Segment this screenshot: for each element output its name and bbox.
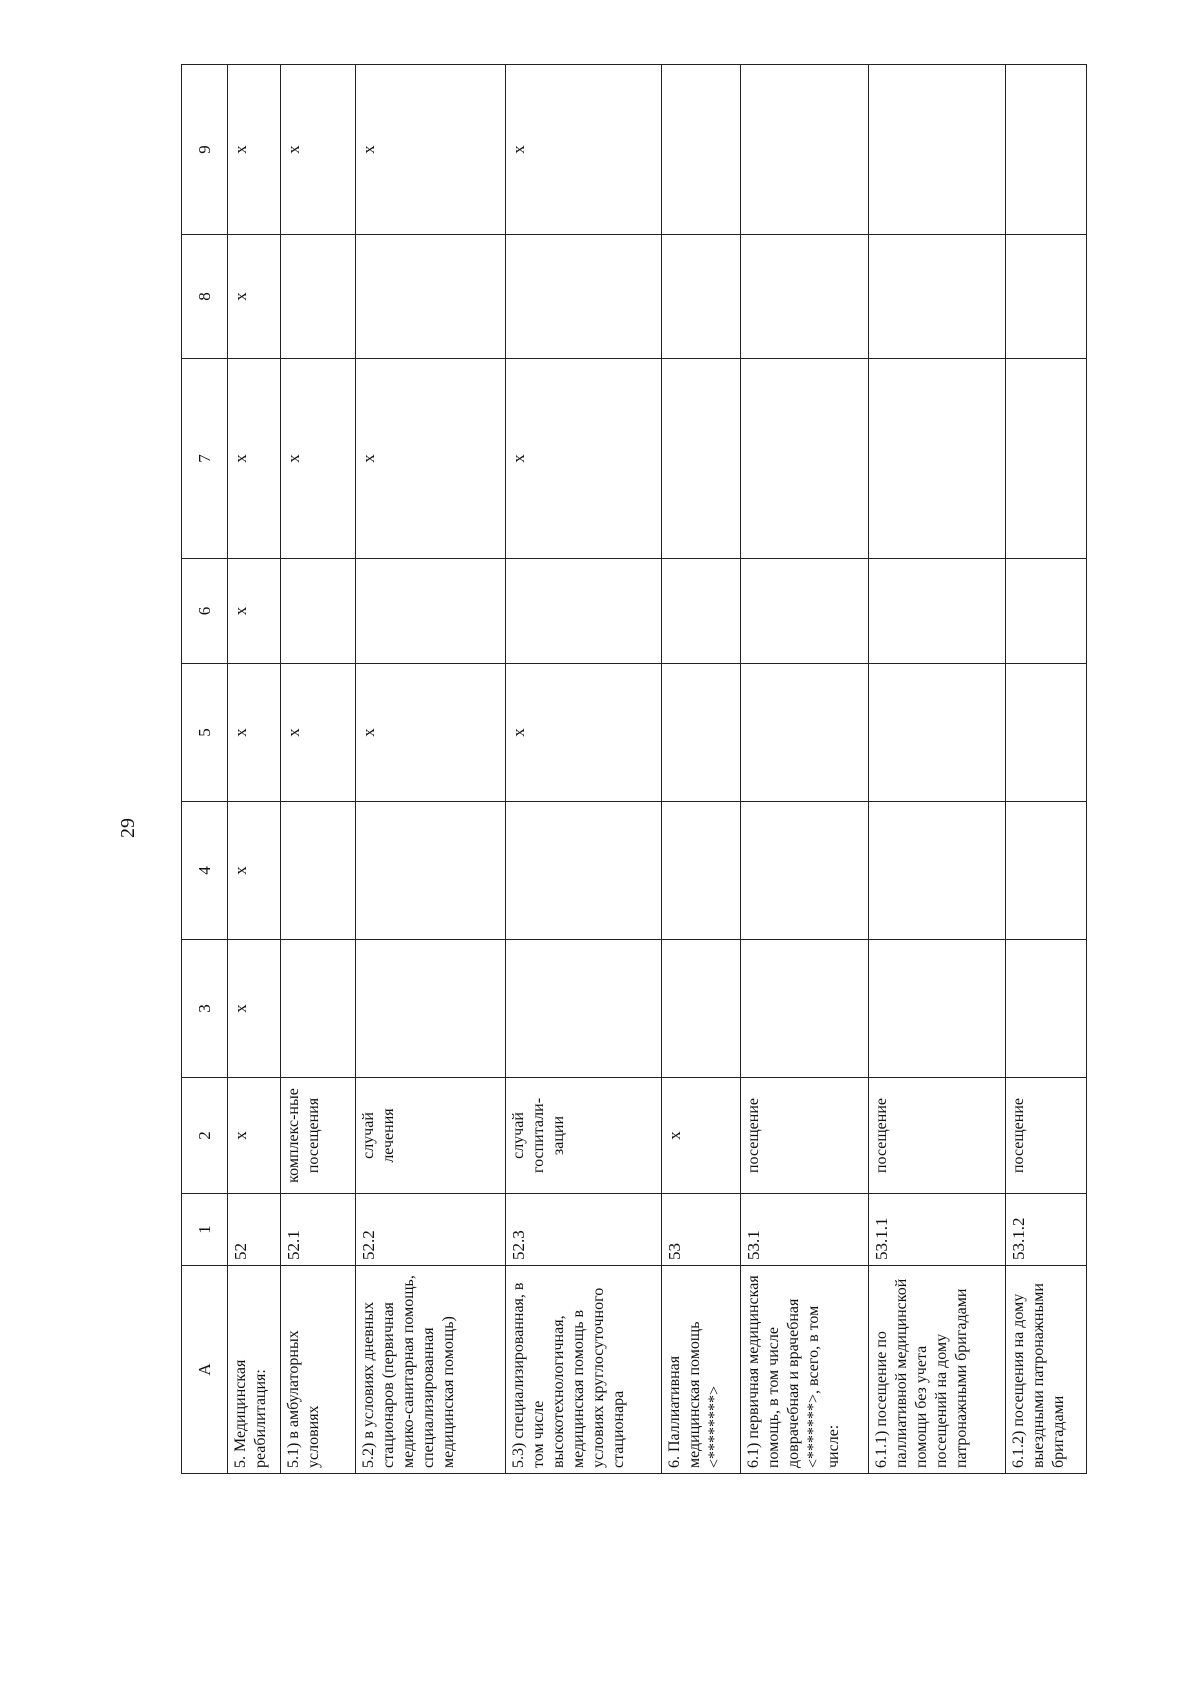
value-cell — [661, 235, 740, 359]
header-row — [182, 65, 228, 1474]
value-cell — [661, 664, 740, 802]
value-cell — [661, 65, 740, 235]
header-cell: 1 — [182, 1194, 228, 1266]
value-cell — [1005, 802, 1086, 940]
unit-cell: посещение — [740, 1078, 868, 1194]
value-cell — [505, 802, 661, 940]
value-cell — [505, 559, 661, 664]
row-label: 5.2) в условиях дневных стационаров (первичная медико-санитарная помощь, специализированная медицинская помощь) — [356, 1266, 506, 1474]
value-cell: x — [505, 65, 661, 235]
table-row — [281, 65, 356, 1474]
page-number: 29 — [117, 818, 139, 838]
row-code: 53.1 — [740, 1194, 868, 1266]
value-cell — [661, 940, 740, 1078]
value-cell: x — [505, 664, 661, 802]
value-cell: x — [505, 359, 661, 559]
value-cell: x — [356, 65, 506, 235]
value-cell — [356, 559, 506, 664]
value-cell — [356, 802, 506, 940]
unit-cell: посещение — [868, 1078, 1005, 1194]
value-cell — [868, 802, 1005, 940]
value-cell: x — [356, 664, 506, 802]
value-cell — [868, 664, 1005, 802]
row-code: 53.1.2 — [1005, 1194, 1086, 1266]
table-row — [868, 65, 1005, 1474]
header-cell: 3 — [182, 940, 228, 1078]
value-cell — [868, 559, 1005, 664]
value-cell: x — [228, 235, 281, 359]
value-cell — [661, 802, 740, 940]
value-cell — [740, 559, 868, 664]
row-label: 6. Паллиативная медицинская помощь <********> — [661, 1266, 740, 1474]
header-cell: 9 — [182, 65, 228, 235]
table-row — [505, 65, 661, 1474]
value-cell — [1005, 235, 1086, 359]
header-cell: 7 — [182, 359, 228, 559]
value-cell: x — [228, 559, 281, 664]
value-cell: x — [228, 940, 281, 1078]
value-cell — [281, 802, 356, 940]
row-label: 5. Медицинская реабилитация: — [228, 1266, 281, 1474]
header-cell: 6 — [182, 559, 228, 664]
rotated-table-container — [181, 65, 1087, 1474]
header-cell: 2 — [182, 1078, 228, 1194]
value-cell — [281, 235, 356, 359]
value-cell: x — [228, 65, 281, 235]
row-code: 52.3 — [505, 1194, 661, 1266]
value-cell — [868, 940, 1005, 1078]
row-code: 53 — [661, 1194, 740, 1266]
row-label: 6.1) первичная медицинская помощь, в том числе доврачебная и врачебная <*******>, всего, в том числе: — [740, 1266, 868, 1474]
unit-cell: x — [661, 1078, 740, 1194]
value-cell — [661, 559, 740, 664]
value-cell — [1005, 65, 1086, 235]
table-row — [661, 65, 740, 1474]
row-code: 53.1.1 — [868, 1194, 1005, 1266]
row-code: 52.1 — [281, 1194, 356, 1266]
value-cell — [1005, 940, 1086, 1078]
value-cell — [740, 235, 868, 359]
value-cell — [661, 359, 740, 559]
value-cell: x — [228, 664, 281, 802]
value-cell — [1005, 559, 1086, 664]
value-cell — [356, 940, 506, 1078]
value-cell — [740, 664, 868, 802]
value-cell: x — [281, 65, 356, 235]
value-cell: x — [281, 664, 356, 802]
medical-care-table — [181, 64, 1087, 1474]
value-cell: x — [228, 802, 281, 940]
row-label: 6.1.1) посещение по паллиативной медицинской помощи без учета посещений на дому патронажными бригадами — [868, 1266, 1005, 1474]
row-label: 6.1.2) посещения на дому выездными патронажными бригадами — [1005, 1266, 1086, 1474]
table-row — [740, 65, 868, 1474]
value-cell: x — [228, 359, 281, 559]
value-cell — [868, 235, 1005, 359]
value-cell — [281, 559, 356, 664]
value-cell — [740, 802, 868, 940]
header-cell: 5 — [182, 664, 228, 802]
unit-cell: x — [228, 1078, 281, 1194]
value-cell — [505, 235, 661, 359]
unit-cell: случай госпитали-зации — [505, 1078, 661, 1194]
table-row — [228, 65, 281, 1474]
header-cell: 4 — [182, 802, 228, 940]
value-cell — [1005, 359, 1086, 559]
unit-cell: посещение — [1005, 1078, 1086, 1194]
unit-cell: комплекс-ные посещения — [281, 1078, 356, 1194]
row-label: 5.3) специализированная, в том числе высокотехнологичная, медицинская помощь в условиях круглосуточного стационара — [505, 1266, 661, 1474]
header-cell: A — [182, 1266, 228, 1474]
value-cell — [740, 359, 868, 559]
unit-cell: случай лечения — [356, 1078, 506, 1194]
row-code: 52 — [228, 1194, 281, 1266]
header-cell: 8 — [182, 235, 228, 359]
value-cell — [868, 359, 1005, 559]
value-cell — [1005, 664, 1086, 802]
table-row — [1005, 65, 1086, 1474]
value-cell — [740, 940, 868, 1078]
table-row — [356, 65, 506, 1474]
value-cell: x — [281, 359, 356, 559]
value-cell — [740, 65, 868, 235]
row-code: 52.2 — [356, 1194, 506, 1266]
value-cell — [281, 940, 356, 1078]
value-cell — [505, 940, 661, 1078]
row-label: 5.1) в амбулаторных условиях — [281, 1266, 356, 1474]
value-cell — [356, 235, 506, 359]
value-cell — [868, 65, 1005, 235]
value-cell: x — [356, 359, 506, 559]
